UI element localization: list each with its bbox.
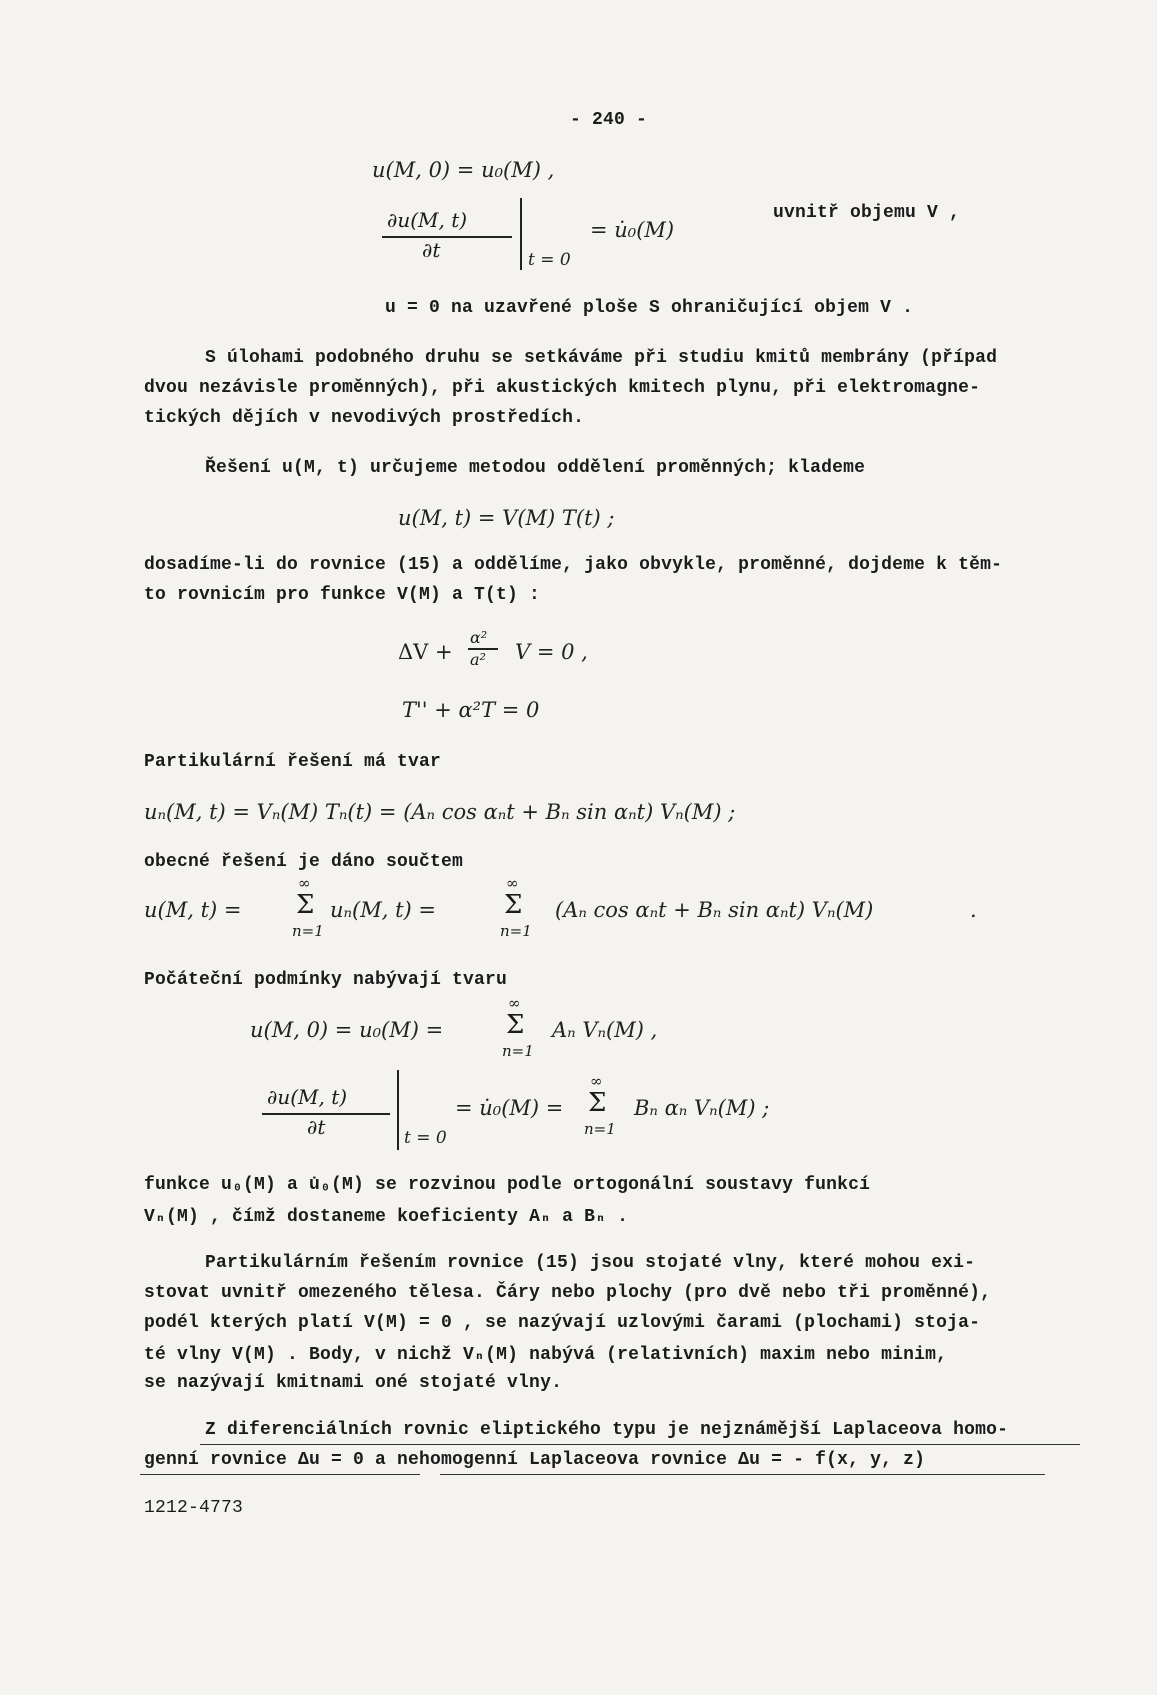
- section-label: obecné řešení je dáno součtem: [144, 852, 464, 872]
- initial-condition-2-right: Bₙ αₙ Vₙ(M) ;: [634, 1096, 770, 1120]
- fraction-numerator: ∂u(M, t): [267, 1085, 348, 1109]
- general-solution-right: (Aₙ cos αₙt + Bₙ sin αₙt) Vₙ(M): [555, 898, 874, 922]
- section-label: Partikulární řešení má tvar: [144, 752, 442, 772]
- helmholtz-left: ΔV +: [398, 640, 453, 664]
- condition-2-rhs: = u̇₀(M): [590, 218, 675, 242]
- paragraph-line: Vₙ(M) , čímž dostaneme koeficienty Aₙ a Bₙ .: [144, 1207, 629, 1227]
- paragraph-line: tických dějích v nevodivých prostředích.: [144, 408, 585, 428]
- sum-lower: n=1: [292, 922, 324, 940]
- sum-sign: Σ: [588, 1088, 607, 1118]
- sum-upper: ∞: [508, 994, 521, 1012]
- underline: [200, 1444, 1080, 1445]
- sum-upper: ∞: [590, 1072, 603, 1090]
- fraction-numerator: α²: [470, 628, 488, 647]
- evaluation-point: t = 0: [404, 1128, 447, 1148]
- separation-intro: Řešení u(M, t) určujeme metodou oddělení proměnných; klademe: [205, 458, 866, 478]
- page-number: - 240 -: [570, 110, 648, 130]
- paragraph-line: S úlohami podobného druhu se setkáváme při studiu kmitů membrány (případ: [205, 348, 998, 368]
- paragraph-line: genní rovnice Δu = 0 a nehomogenní Laplaceova rovnice Δu = - f(x, y, z): [144, 1450, 926, 1470]
- fraction-denominator: a²: [470, 650, 486, 669]
- condition-1: u(M, 0) = u₀(M) ,: [372, 158, 555, 182]
- sum-sign: Σ: [296, 890, 315, 920]
- sum-sign: Σ: [504, 890, 523, 920]
- paragraph-line: té vlny V(M) . Body, v nichž Vₙ(M) nabývá (relativních) maxim nebo minim,: [144, 1345, 948, 1365]
- sum-sign: Σ: [506, 1010, 525, 1040]
- paragraph-line: Z diferenciálních rovnic eliptického typu je nejznámější Laplaceova homo-: [205, 1420, 1009, 1440]
- footer-code: 1212-4773: [144, 1498, 244, 1518]
- general-solution-mid: uₙ(M, t) =: [330, 898, 436, 922]
- paragraph-line: se nazývají kmitnami oné stojaté vlny.: [144, 1373, 563, 1393]
- sum-symbol-1: [292, 874, 324, 940]
- evaluation-point: t = 0: [528, 250, 571, 270]
- underline: [440, 1474, 1045, 1475]
- sum-lower: n=1: [502, 1042, 534, 1060]
- initial-condition-1-right: Aₙ Vₙ(M) ,: [552, 1018, 658, 1042]
- separation-equation: u(M, t) = V(M) T(t) ;: [398, 506, 615, 530]
- boundary-condition: u = 0 na uzavřené ploše S ohraničující objem V .: [385, 298, 914, 318]
- fraction-denominator: ∂t: [422, 238, 441, 262]
- paragraph-line: podél kterých platí V(M) = 0 , se nazývají uzlovými čarami (plochami) stoja-: [144, 1313, 981, 1333]
- sum-symbol-2: [500, 874, 532, 940]
- initial-condition-2-mid: = u̇₀(M) =: [455, 1096, 564, 1120]
- general-solution-left: u(M, t) =: [144, 898, 242, 922]
- sum-lower: n=1: [584, 1120, 616, 1138]
- paragraph-line: funkce u₀(M) a u̇₀(M) se rozvinou podle ortogonální soustavy funkcí: [144, 1175, 871, 1195]
- sum-symbol-3: [502, 994, 534, 1060]
- fraction-denominator: ∂t: [307, 1115, 326, 1139]
- particular-solution: uₙ(M, t) = Vₙ(M) Tₙ(t) = (Aₙ cos αₙt + Bₙ sin αₙt) Vₙ(M) ;: [144, 800, 736, 824]
- initial-condition-1-left: u(M, 0) = u₀(M) =: [250, 1018, 444, 1042]
- time-equation: T'' + α²T = 0: [402, 698, 540, 722]
- fraction-bar: [262, 1113, 390, 1115]
- sum-upper: ∞: [298, 874, 311, 892]
- paragraph-line: Partikulárním řešením rovnice (15) jsou stojaté vlny, které mohou exi-: [205, 1253, 976, 1273]
- paragraph-line: dvou nezávisle proměnných), při akustických kmitech plynu, při elektromagne-: [144, 378, 981, 398]
- sum-symbol-4: [584, 1072, 616, 1138]
- paragraph-line: to rovnicím pro funkce V(M) a T(t) :: [144, 585, 541, 605]
- helmholtz-right: V = 0 ,: [515, 640, 588, 664]
- evaluation-bar: [397, 1070, 399, 1150]
- evaluation-bar: [520, 198, 522, 270]
- condition-location: uvnitř objemu V ,: [773, 203, 961, 223]
- sum-upper: ∞: [506, 874, 519, 892]
- section-label: Počáteční podmínky nabývají tvaru: [144, 970, 508, 990]
- sum-lower: n=1: [500, 922, 532, 940]
- fraction-numerator: ∂u(M, t): [387, 208, 468, 232]
- paragraph-line: stovat uvnitř omezeného tělesa. Čáry nebo plochy (pro dvě nebo tři proměnné),: [144, 1283, 992, 1303]
- paragraph-line: dosadíme-li do rovnice (15) a oddělíme, jako obvykle, proměnné, dojdeme k těm-: [144, 555, 1003, 575]
- general-solution-dot: .: [970, 898, 977, 922]
- underline: [140, 1474, 420, 1475]
- fraction-bar: [382, 236, 512, 238]
